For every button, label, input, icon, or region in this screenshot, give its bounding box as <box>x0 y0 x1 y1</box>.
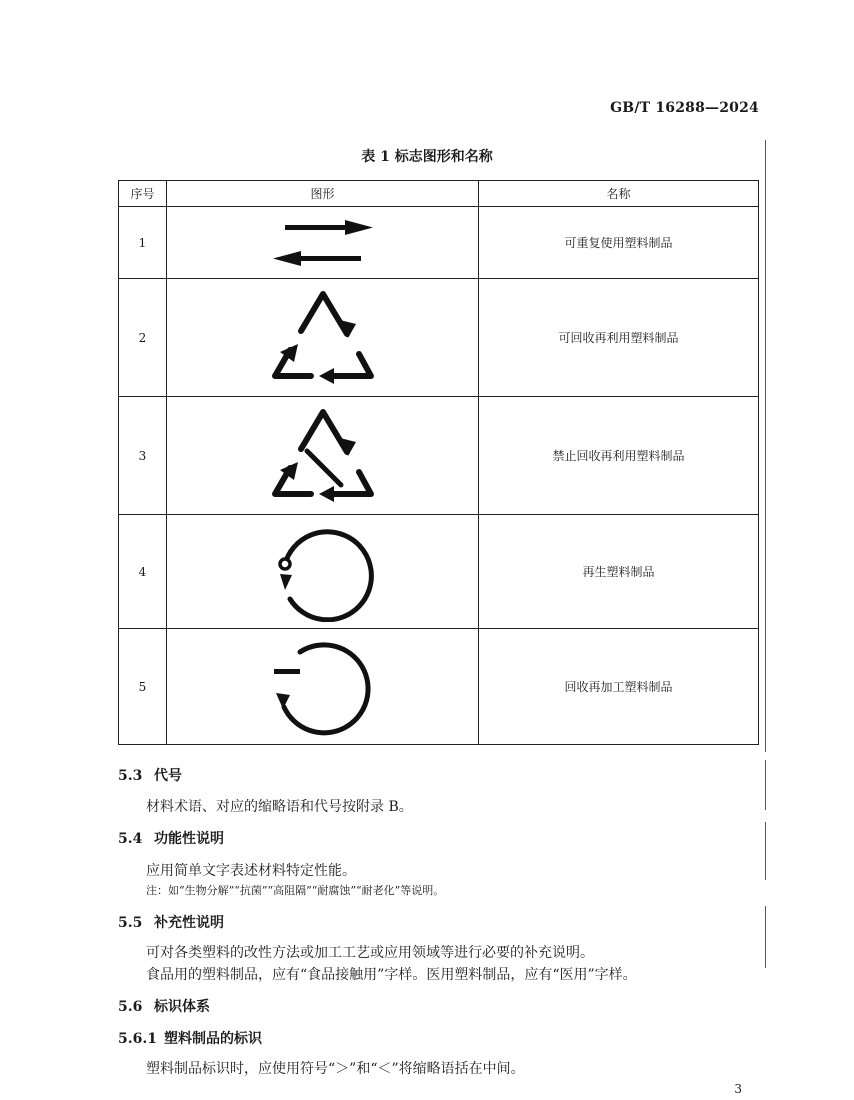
row-name: 禁止回收再利用塑料制品 <box>479 397 759 515</box>
no-recycle-triangle-icon <box>268 406 378 506</box>
header-name: 名称 <box>479 181 759 207</box>
section-number: 5.5 <box>118 915 143 931</box>
section-heading <box>118 912 224 932</box>
section-title: 补充性说明 <box>154 915 224 931</box>
row-figure <box>167 279 479 397</box>
section-number: 5.3 <box>118 768 143 784</box>
section-number: 5.6 <box>118 999 143 1015</box>
section-number: 5.6.1 <box>118 1031 157 1047</box>
table-header-row <box>119 181 759 207</box>
table-title: 表 1 标志图形和名称 <box>361 149 493 165</box>
row-figure <box>167 397 479 515</box>
margin-rule <box>765 906 767 968</box>
table-row <box>119 207 759 279</box>
section-number: 5.4 <box>118 831 143 847</box>
recycled-circle-icon <box>268 522 378 622</box>
row-no: 1 <box>119 207 167 279</box>
row-figure <box>167 515 479 629</box>
section-heading <box>118 1028 262 1048</box>
margin-rule <box>765 760 767 810</box>
body-paragraph: 可对各类塑料的改性方法或加工工艺或应用领域等进行必要的补充说明。 <box>146 945 594 961</box>
row-no: 5 <box>119 629 167 745</box>
row-figure <box>167 629 479 745</box>
body-paragraph: 塑料制品标识时，应使用符号“＞”和“＜”将缩略语括在中间。 <box>146 1061 525 1077</box>
reprocessed-circle-icon <box>268 637 378 737</box>
table-row <box>119 279 759 397</box>
header-no: 序号 <box>119 181 167 207</box>
row-name: 再生塑料制品 <box>479 515 759 629</box>
section-heading <box>118 996 210 1016</box>
reusable-arrows-icon <box>273 211 373 275</box>
table-row <box>119 397 759 515</box>
row-name: 可重复使用塑料制品 <box>479 207 759 279</box>
section-heading <box>118 765 182 785</box>
body-paragraph: 材料术语、对应的缩略语和代号按附录 B。 <box>146 799 413 815</box>
recycle-triangle-icon <box>268 288 378 388</box>
section-heading <box>118 828 224 848</box>
body-paragraph: 应用简单文字表述材料特定性能。 <box>146 863 356 879</box>
margin-rule <box>765 140 767 752</box>
section-title: 标识体系 <box>154 999 210 1015</box>
row-name: 可回收再利用塑料制品 <box>479 279 759 397</box>
header-figure: 图形 <box>167 181 479 207</box>
table-row <box>119 629 759 745</box>
symbol-table <box>118 180 759 745</box>
margin-rule <box>765 822 767 880</box>
page-number: 3 <box>734 1082 742 1096</box>
body-paragraph: 食品用的塑料制品，应有“食品接触用”字样。医用塑料制品，应有“医用”字样。 <box>146 967 637 983</box>
table-row <box>119 515 759 629</box>
row-figure <box>167 207 479 279</box>
section-title: 代号 <box>154 768 182 784</box>
row-no: 4 <box>119 515 167 629</box>
row-name: 回收再加工塑料制品 <box>479 629 759 745</box>
row-no: 3 <box>119 397 167 515</box>
section-title: 功能性说明 <box>154 831 224 847</box>
section-title: 塑料制品的标识 <box>164 1031 262 1047</box>
row-no: 2 <box>119 279 167 397</box>
standard-code: GB/T 16288—2024 <box>610 100 759 116</box>
note-text: 注：如“生物分解”“抗菌”“高阻隔”“耐腐蚀”“耐老化”等说明。 <box>146 884 445 897</box>
